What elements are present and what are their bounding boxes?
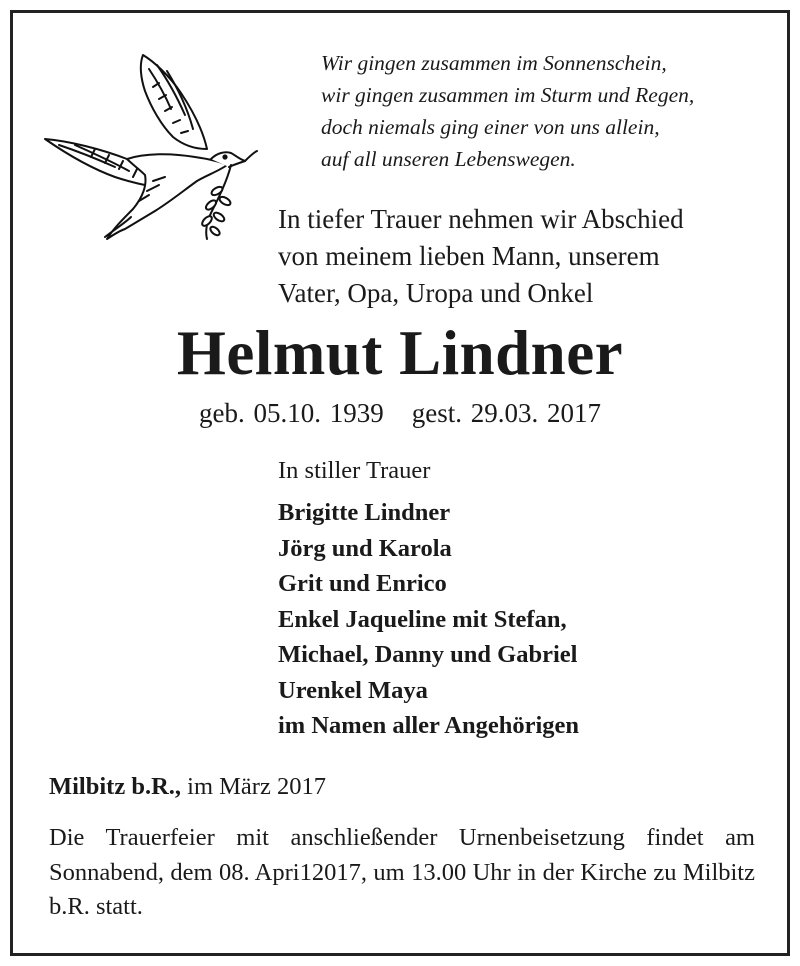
poem bbox=[321, 47, 694, 175]
life-dates bbox=[13, 396, 787, 430]
mourner-entry: Grit und Enrico bbox=[278, 570, 447, 597]
mourner-entry: Jörg und Karola bbox=[278, 534, 452, 562]
mourners-title: In stiller Trauer bbox=[278, 457, 431, 484]
mourner-entry: Michael, Danny und Gabriel bbox=[278, 641, 578, 668]
dove-icon bbox=[35, 41, 263, 241]
intro-text bbox=[278, 201, 684, 312]
poem-line: Wir gingen zusammen im Sonnenschein, bbox=[321, 51, 667, 75]
poem-line: auf all unseren Lebenswegen. bbox=[321, 147, 576, 171]
service-line: Kirche zu Milbitz b.R. statt. bbox=[49, 858, 755, 920]
funeral-service-info bbox=[49, 821, 755, 925]
obituary-notice bbox=[10, 10, 790, 956]
service-line: Die Trauerfeier mit anschließender Urnenbeisetzung findet bbox=[49, 824, 704, 851]
mourner-entry: Brigitte Lindner bbox=[278, 499, 451, 526]
place-and-date bbox=[49, 770, 326, 804]
poem-line: doch niemals ging einer von uns allein, bbox=[321, 115, 660, 139]
intro-line: Vater, Opa, Uropa und Onkel bbox=[278, 278, 594, 308]
mourner-entry: Enkel Jaqueline mit Stefan, bbox=[278, 605, 567, 633]
mourner-entry: im Namen aller Angehörigen bbox=[278, 712, 580, 739]
mourner-entry: Urenkel Maya bbox=[278, 676, 428, 704]
intro-line: In tiefer Trauer nehmen wir Abschied bbox=[278, 204, 684, 234]
poem-line: wir gingen zusammen im Sturm und Regen, bbox=[321, 83, 695, 107]
death-date: gest. 29.03. 2017 bbox=[411, 398, 601, 428]
mourners-list bbox=[278, 495, 579, 744]
intro-line: von meinem lieben Mann, unserem bbox=[278, 241, 660, 271]
deceased-name: Helmut Lindner bbox=[176, 318, 624, 388]
place-date: im März 2017 bbox=[187, 773, 326, 800]
birth-date: geb. 05.10. 1939 bbox=[199, 398, 384, 428]
service-line: am Sonnabend, dem 08. Apri12017, um 13.00 Uhr in der bbox=[49, 824, 755, 886]
place-town: Milbitz b.R., bbox=[49, 773, 182, 800]
